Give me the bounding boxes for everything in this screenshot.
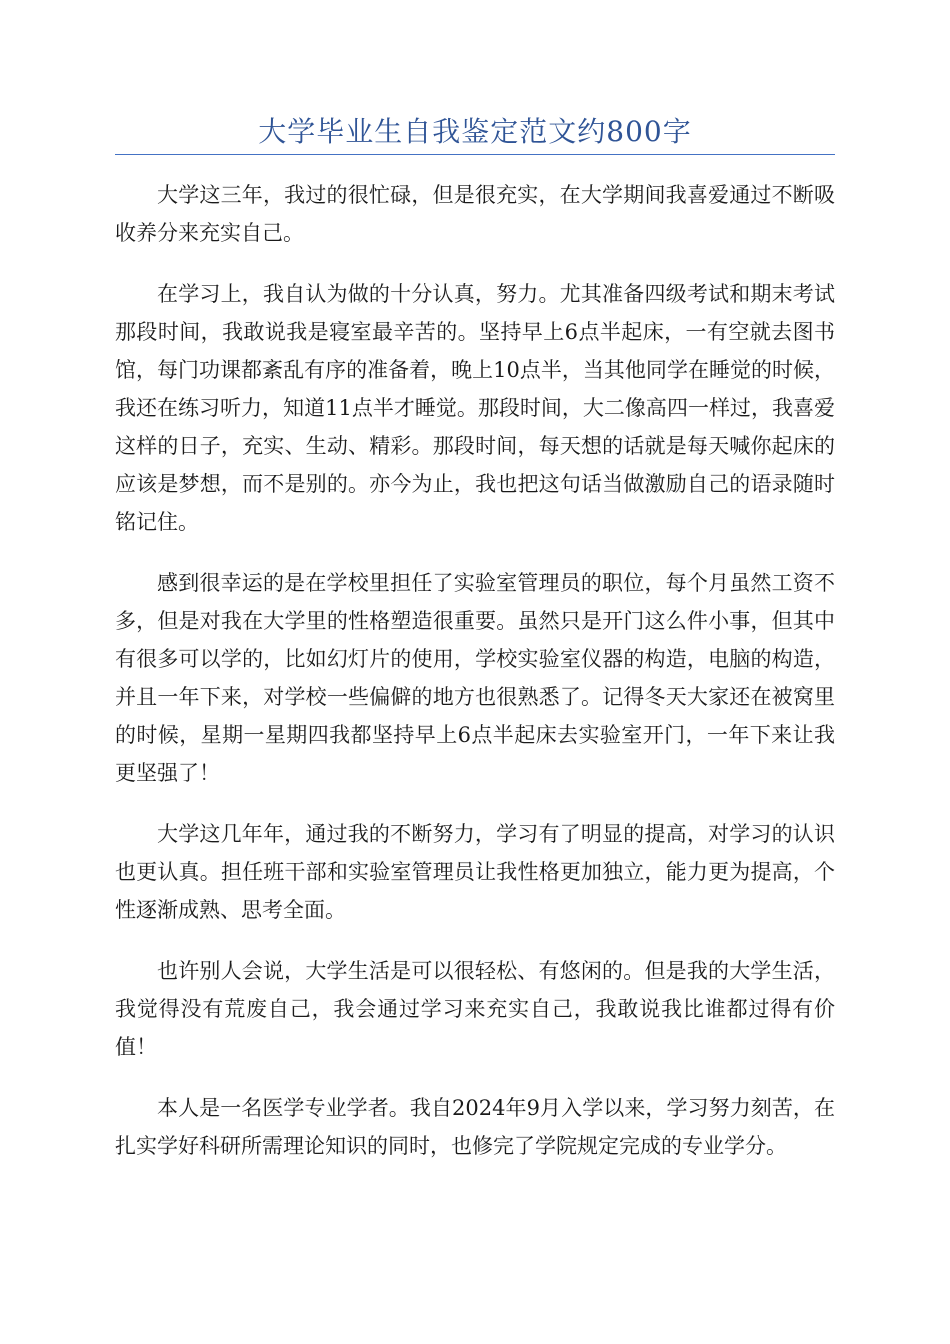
paragraph: 也许别人会说，大学生活是可以很轻松、有悠闲的。但是我的大学生活，我觉得没有荒废自己，我会通过学习来充实自己，我敢说我比谁都过得有价值！ [115,959,835,1059]
paragraph: 大学这三年，我过的很忙碌，但是很充实，在大学期间我喜爱通过不断吸收养分来充实自己。 [115,183,835,245]
document-title: 大学毕业生自我鉴定范文约800字 [258,115,692,148]
paragraph: 大学这几年年，通过我的不断努力，学习有了明显的提高，对学习的认识也更认真。担任班干部和实验室管理员让我性格更加独立，能力更为提高，个性逐渐成熟、思考全面。 [115,822,835,922]
title-underline [115,154,835,155]
paragraph: 感到很幸运的是在学校里担任了实验室管理员的职位，每个月虽然工资不多，但是对我在大学里的性格塑造很重要。虽然只是开门这么件小事，但其中有很多可以学的，比如幻灯片的使用，学校实验室仪器的构造，电脑的构造，并且一年下来，对学校一些偏僻的地方也很熟悉了。记得冬天大家还在被窝里的时候，星期一星期四我都坚持早上6点半起床去实验室开门，一年下来让我更坚强了！ [115,571,835,785]
document-body [115,176,835,1188]
paragraph: 本人是一名医学专业学者。我自2024年9月入学以来，学习努力刻苦，在扎实学好科研所需理论知识的同时，也修完了学院规定完成的专业学分。 [115,1096,835,1158]
paragraph: 在学习上，我自认为做的十分认真，努力。尤其准备四级考试和期末考试那段时间，我敢说我是寝室最辛苦的。坚持早上6点半起床，一有空就去图书馆，每门功课都紊乱有序的准备着，晚上10点半，当其他同学在睡觉的时候，我还在练习听力，知道11点半才睡觉。那段时间，大二像高四一样过，我喜爱这样的日子，充实、生动、精彩。那段时间，每天想的话就是每天喊你起床的应该是梦想，而不是别的。亦今为止，我也把这句话当做激励自己的语录随时铭记住。 [115,282,835,534]
